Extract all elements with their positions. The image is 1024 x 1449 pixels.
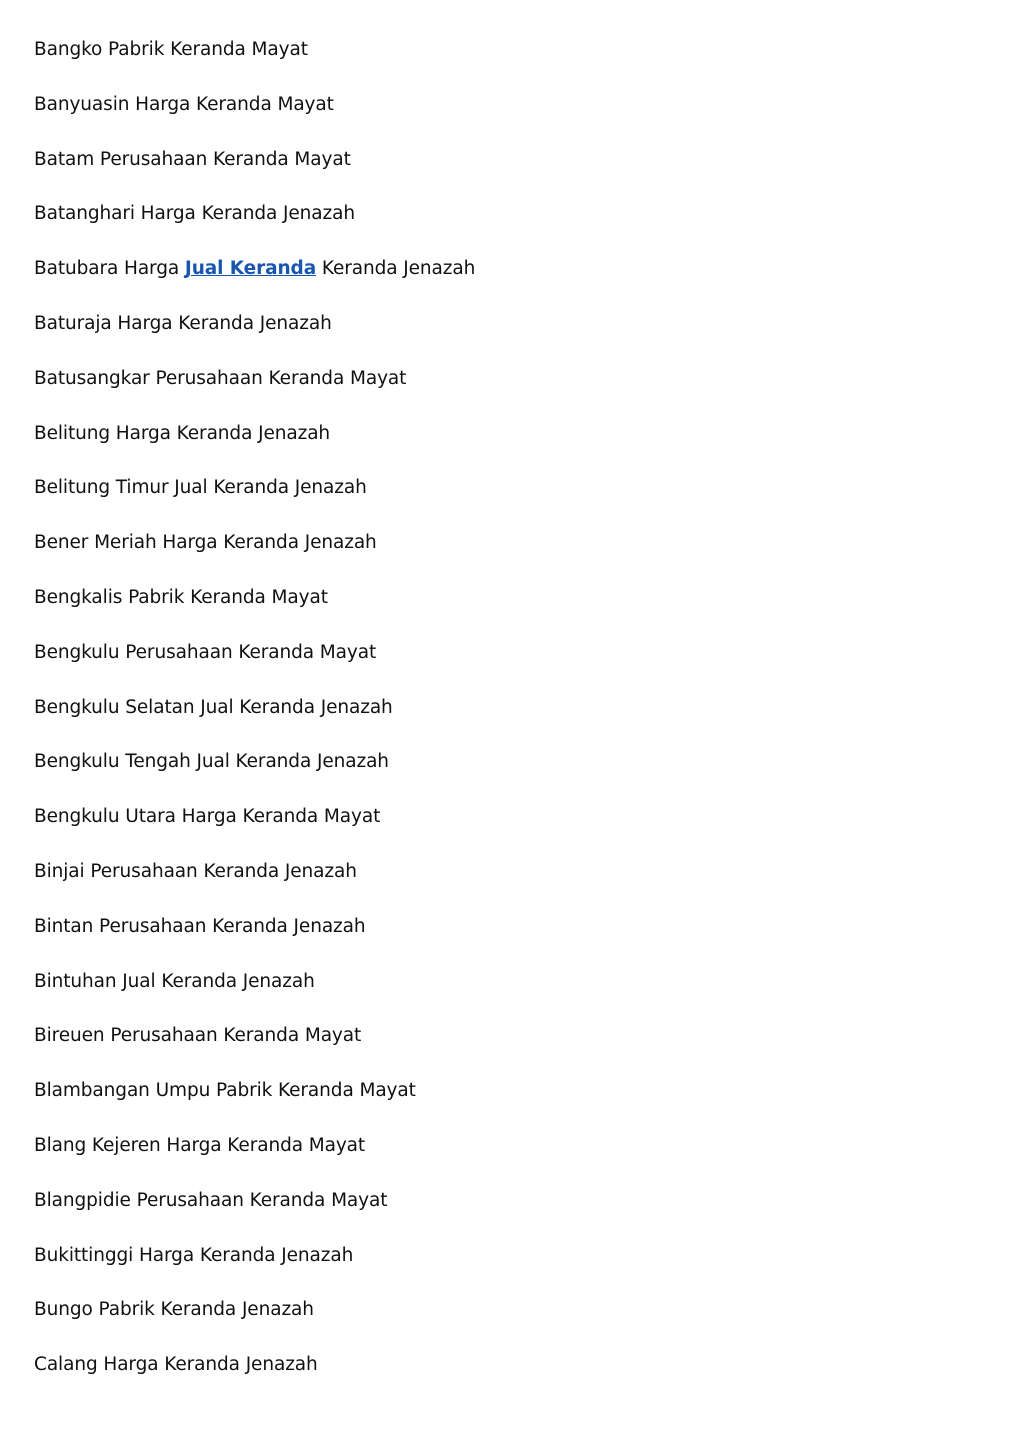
text-line: Bengkulu Selatan Jual Keranda Jenazah [34,696,393,718]
text-line: Bungo Pabrik Keranda Jenazah [34,1299,314,1321]
text-line: Banyuasin Harga Keranda Mayat [34,93,334,115]
jual-keranda-link[interactable]: Jual Keranda [184,258,317,280]
text-line: Batam Perusahaan Keranda Mayat [34,148,351,170]
text-line: Baturaja Harga Keranda Jenazah [34,312,332,334]
text-line: Bengkulu Perusahaan Keranda Mayat [34,641,377,663]
text-line: Bener Meriah Harga Keranda Jenazah [34,532,377,554]
text-line: Blambangan Umpu Pabrik Keranda Mayat [34,1080,416,1102]
text-fragment: Batubara Harga [34,258,185,280]
text-line: Blangpidie Perusahaan Keranda Mayat [34,1189,388,1211]
text-line: Bireuen Perusahaan Keranda Mayat [34,1025,362,1047]
text-fragment: Keranda Jenazah [316,258,476,280]
text-line: Bangko Pabrik Keranda Mayat [34,39,308,60]
text-line: Bengkulu Tengah Jual Keranda Jenazah [34,751,389,773]
text-line: Belitung Timur Jual Keranda Jenazah [34,477,367,499]
text-line-with-link [34,256,994,311]
document-page [34,37,994,1407]
text-line: Bintuhan Jual Keranda Jenazah [34,970,315,992]
text-line: Batanghari Harga Keranda Jenazah [34,203,355,225]
text-line: Bengkulu Utara Harga Keranda Mayat [34,806,381,828]
text-line: Blang Kejeren Harga Keranda Mayat [34,1134,366,1156]
text-line: Belitung Harga Keranda Jenazah [34,422,331,444]
text-line: Bengkalis Pabrik Keranda Mayat [34,586,328,608]
text-line: Binjai Perusahaan Keranda Jenazah [34,860,357,882]
text-line: Calang Harga Keranda Jenazah [34,1354,318,1376]
text-line: Bukittinggi Harga Keranda Jenazah [34,1244,354,1266]
text-line: Batusangkar Perusahaan Keranda Mayat [34,367,407,389]
text-line: Bintan Perusahaan Keranda Jenazah [34,915,366,937]
